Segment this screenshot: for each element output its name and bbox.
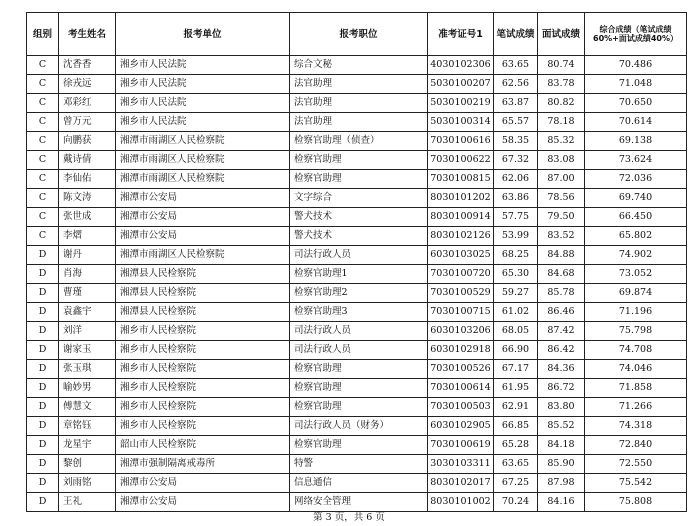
cell-group: D xyxy=(27,341,59,360)
table-row xyxy=(27,303,687,322)
score-table xyxy=(26,12,687,512)
cell-position: 检察官助理 xyxy=(290,398,428,417)
cell-position: 检察官助理 xyxy=(290,151,428,170)
cell-interview-score: 78.56 xyxy=(538,189,585,208)
cell-written-score: 57.75 xyxy=(494,208,538,227)
table-row xyxy=(27,474,687,493)
cell-position: 检察官助理3 xyxy=(290,303,428,322)
cell-interview-score: 83.08 xyxy=(538,151,585,170)
cell-total-score: 75.808 xyxy=(585,493,687,512)
cell-unit: 湘潭市公安局 xyxy=(116,189,290,208)
cell-name: 戴诗倩 xyxy=(59,151,116,170)
cell-unit: 湘乡市人民法院 xyxy=(116,56,290,75)
cell-position: 司法行政人员 xyxy=(290,322,428,341)
cell-ticket: 8030100914 xyxy=(428,208,494,227)
table-row xyxy=(27,398,687,417)
cell-unit: 湘潭市公安局 xyxy=(116,227,290,246)
cell-group: D xyxy=(27,436,59,455)
cell-name: 沈香香 xyxy=(59,56,116,75)
cell-interview-score: 83.78 xyxy=(538,75,585,94)
cell-ticket: 7030100720 xyxy=(428,265,494,284)
cell-total-score: 66.450 xyxy=(585,208,687,227)
cell-total-score: 71.196 xyxy=(585,303,687,322)
table-row xyxy=(27,341,687,360)
table-row xyxy=(27,417,687,436)
cell-name: 徐戎远 xyxy=(59,75,116,94)
cell-total-score: 70.614 xyxy=(585,113,687,132)
cell-total-score: 65.802 xyxy=(585,227,687,246)
table-row xyxy=(27,151,687,170)
cell-total-score: 69.874 xyxy=(585,284,687,303)
cell-group: D xyxy=(27,474,59,493)
cell-ticket: 7030100815 xyxy=(428,170,494,189)
cell-position: 司法行政人员 xyxy=(290,341,428,360)
cell-ticket: 6030102918 xyxy=(428,341,494,360)
cell-ticket: 8030101202 xyxy=(428,189,494,208)
cell-written-score: 63.87 xyxy=(494,94,538,113)
cell-unit: 湘潭市公安局 xyxy=(116,474,290,493)
cell-written-score: 67.32 xyxy=(494,151,538,170)
cell-written-score: 59.27 xyxy=(494,284,538,303)
cell-interview-score: 80.82 xyxy=(538,94,585,113)
header-name: 考生姓名 xyxy=(59,13,116,56)
cell-position: 法官助理 xyxy=(290,113,428,132)
cell-ticket: 7030100619 xyxy=(428,436,494,455)
table-row xyxy=(27,360,687,379)
cell-ticket: 8030102126 xyxy=(428,227,494,246)
cell-interview-score: 85.32 xyxy=(538,132,585,151)
cell-total-score: 73.624 xyxy=(585,151,687,170)
cell-total-score: 74.318 xyxy=(585,417,687,436)
cell-written-score: 65.30 xyxy=(494,265,538,284)
cell-name: 张世成 xyxy=(59,208,116,227)
cell-position: 特警 xyxy=(290,455,428,474)
cell-total-score: 70.486 xyxy=(585,56,687,75)
cell-position: 文字综合 xyxy=(290,189,428,208)
cell-interview-score: 84.88 xyxy=(538,246,585,265)
table-row xyxy=(27,227,687,246)
cell-unit: 湘乡市人民检察院 xyxy=(116,322,290,341)
cell-interview-score: 80.74 xyxy=(538,56,585,75)
cell-position: 检察官助理 xyxy=(290,170,428,189)
table-row xyxy=(27,170,687,189)
cell-name: 刘雨铭 xyxy=(59,474,116,493)
cell-name: 邓彩红 xyxy=(59,94,116,113)
cell-unit: 湘乡市人民法院 xyxy=(116,75,290,94)
cell-interview-score: 86.72 xyxy=(538,379,585,398)
cell-position: 法官助理 xyxy=(290,75,428,94)
cell-group: C xyxy=(27,75,59,94)
table-header-row xyxy=(27,13,687,56)
cell-name: 陈文涛 xyxy=(59,189,116,208)
cell-unit: 韶山市人民检察院 xyxy=(116,436,290,455)
cell-interview-score: 85.90 xyxy=(538,455,585,474)
cell-position: 警犬技术 xyxy=(290,227,428,246)
cell-ticket: 7030100622 xyxy=(428,151,494,170)
cell-written-score: 62.91 xyxy=(494,398,538,417)
cell-written-score: 61.02 xyxy=(494,303,538,322)
cell-group: D xyxy=(27,398,59,417)
cell-ticket: 7030100614 xyxy=(428,379,494,398)
cell-total-score: 71.266 xyxy=(585,398,687,417)
cell-total-score: 72.840 xyxy=(585,436,687,455)
table-row xyxy=(27,208,687,227)
header-group: 组别 xyxy=(27,13,59,56)
cell-group: C xyxy=(27,170,59,189)
cell-ticket: 6030102905 xyxy=(428,417,494,436)
cell-interview-score: 84.68 xyxy=(538,265,585,284)
cell-ticket: 7030100529 xyxy=(428,284,494,303)
cell-interview-score: 84.18 xyxy=(538,436,585,455)
cell-group: D xyxy=(27,360,59,379)
table-row xyxy=(27,322,687,341)
table-row xyxy=(27,246,687,265)
cell-interview-score: 83.80 xyxy=(538,398,585,417)
cell-written-score: 66.90 xyxy=(494,341,538,360)
cell-position: 综合文秘 xyxy=(290,56,428,75)
cell-ticket: 8030102017 xyxy=(428,474,494,493)
table-row xyxy=(27,284,687,303)
cell-total-score: 74.046 xyxy=(585,360,687,379)
cell-interview-score: 78.18 xyxy=(538,113,585,132)
cell-name: 谢家玉 xyxy=(59,341,116,360)
table-row xyxy=(27,436,687,455)
cell-written-score: 68.05 xyxy=(494,322,538,341)
cell-interview-score: 85.52 xyxy=(538,417,585,436)
cell-ticket: 5030100207 xyxy=(428,75,494,94)
cell-name: 王礼 xyxy=(59,493,116,512)
header-ticket: 准考证号1 xyxy=(428,13,494,56)
cell-unit: 湘乡市人民检察院 xyxy=(116,417,290,436)
cell-position: 检察官助理（侦查） xyxy=(290,132,428,151)
cell-ticket: 5030100219 xyxy=(428,94,494,113)
cell-total-score: 74.708 xyxy=(585,341,687,360)
cell-name: 刘洋 xyxy=(59,322,116,341)
cell-total-score: 73.052 xyxy=(585,265,687,284)
cell-written-score: 70.24 xyxy=(494,493,538,512)
cell-name: 向鹏获 xyxy=(59,132,116,151)
cell-name: 袁鑫宇 xyxy=(59,303,116,322)
cell-written-score: 68.25 xyxy=(494,246,538,265)
cell-interview-score: 87.00 xyxy=(538,170,585,189)
cell-interview-score: 87.98 xyxy=(538,474,585,493)
cell-written-score: 65.28 xyxy=(494,436,538,455)
cell-position: 检察官助理 xyxy=(290,436,428,455)
cell-unit: 湘乡市人民检察院 xyxy=(116,379,290,398)
cell-unit: 湘潭县人民检察院 xyxy=(116,303,290,322)
cell-interview-score: 83.52 xyxy=(538,227,585,246)
cell-unit: 湘潭市雨湖区人民检察院 xyxy=(116,132,290,151)
table-row xyxy=(27,265,687,284)
cell-position: 检察官助理1 xyxy=(290,265,428,284)
cell-group: D xyxy=(27,265,59,284)
header-position: 报考职位 xyxy=(290,13,428,56)
cell-group: C xyxy=(27,208,59,227)
table-row xyxy=(27,56,687,75)
cell-interview-score: 84.36 xyxy=(538,360,585,379)
cell-group: D xyxy=(27,379,59,398)
cell-position: 警犬技术 xyxy=(290,208,428,227)
cell-name: 喻妙男 xyxy=(59,379,116,398)
cell-unit: 湘潭市雨湖区人民检察院 xyxy=(116,151,290,170)
cell-unit: 湘乡市人民法院 xyxy=(116,94,290,113)
cell-unit: 湘潭县人民检察院 xyxy=(116,284,290,303)
cell-unit: 湘乡市人民检察院 xyxy=(116,360,290,379)
table-row xyxy=(27,94,687,113)
cell-group: C xyxy=(27,56,59,75)
cell-written-score: 66.85 xyxy=(494,417,538,436)
cell-total-score: 74.902 xyxy=(585,246,687,265)
page-footer: 第 3 页，共 6 页 xyxy=(313,512,385,523)
cell-position: 网络安全管理 xyxy=(290,493,428,512)
cell-name: 曹瑾 xyxy=(59,284,116,303)
cell-written-score: 53.99 xyxy=(494,227,538,246)
cell-name: 龙星宇 xyxy=(59,436,116,455)
cell-name: 谢丹 xyxy=(59,246,116,265)
cell-group: D xyxy=(27,322,59,341)
cell-group: C xyxy=(27,151,59,170)
table-row xyxy=(27,75,687,94)
cell-position: 信息通信 xyxy=(290,474,428,493)
cell-interview-score: 87.42 xyxy=(538,322,585,341)
cell-name: 李仙佑 xyxy=(59,170,116,189)
cell-unit: 湘潭市雨湖区人民检察院 xyxy=(116,170,290,189)
cell-group: D xyxy=(27,455,59,474)
cell-ticket: 5030100314 xyxy=(428,113,494,132)
cell-ticket: 7030100715 xyxy=(428,303,494,322)
cell-name: 曾万元 xyxy=(59,113,116,132)
cell-unit: 湘潭县人民检察院 xyxy=(116,265,290,284)
cell-group: C xyxy=(27,132,59,151)
cell-written-score: 63.65 xyxy=(494,56,538,75)
cell-name: 肖海 xyxy=(59,265,116,284)
cell-total-score: 75.798 xyxy=(585,322,687,341)
cell-position: 检察官助理 xyxy=(290,379,428,398)
cell-name: 李熠 xyxy=(59,227,116,246)
cell-total-score: 72.036 xyxy=(585,170,687,189)
cell-interview-score: 84.16 xyxy=(538,493,585,512)
cell-group: C xyxy=(27,94,59,113)
cell-total-score: 69.138 xyxy=(585,132,687,151)
cell-group: D xyxy=(27,303,59,322)
cell-group: C xyxy=(27,189,59,208)
cell-ticket: 7030100503 xyxy=(428,398,494,417)
cell-unit: 湘乡市人民检察院 xyxy=(116,341,290,360)
cell-interview-score: 86.42 xyxy=(538,341,585,360)
cell-written-score: 65.57 xyxy=(494,113,538,132)
header-interview-score: 面试成绩 xyxy=(538,13,585,56)
table-row xyxy=(27,132,687,151)
cell-total-score: 69.740 xyxy=(585,189,687,208)
cell-total-score: 70.650 xyxy=(585,94,687,113)
cell-total-score: 75.542 xyxy=(585,474,687,493)
table-row xyxy=(27,189,687,208)
cell-unit: 湘乡市人民法院 xyxy=(116,113,290,132)
cell-group: C xyxy=(27,227,59,246)
cell-unit: 湘潭市公安局 xyxy=(116,208,290,227)
cell-name: 黎创 xyxy=(59,455,116,474)
cell-position: 司法行政人员 xyxy=(290,246,428,265)
cell-unit: 湘乡市人民检察院 xyxy=(116,398,290,417)
cell-name: 张玉琪 xyxy=(59,360,116,379)
cell-position: 检察官助理 xyxy=(290,360,428,379)
cell-unit: 湘潭市强制隔离戒毒所 xyxy=(116,455,290,474)
score-table-container xyxy=(26,12,686,512)
cell-position: 司法行政人员（财务） xyxy=(290,417,428,436)
cell-written-score: 62.06 xyxy=(494,170,538,189)
cell-written-score: 62.56 xyxy=(494,75,538,94)
cell-ticket: 6030103025 xyxy=(428,246,494,265)
cell-ticket: 8030101002 xyxy=(428,493,494,512)
cell-interview-score: 79.50 xyxy=(538,208,585,227)
cell-group: D xyxy=(27,284,59,303)
cell-position: 检察官助理2 xyxy=(290,284,428,303)
table-row xyxy=(27,455,687,474)
cell-group: D xyxy=(27,493,59,512)
cell-written-score: 63.86 xyxy=(494,189,538,208)
cell-total-score: 72.550 xyxy=(585,455,687,474)
cell-total-score: 71.858 xyxy=(585,379,687,398)
header-total-score: 综合成绩（笔试成绩60%+面试成绩40%） xyxy=(585,13,687,56)
cell-total-score: 71.048 xyxy=(585,75,687,94)
cell-position: 法官助理 xyxy=(290,94,428,113)
cell-ticket: 7030100526 xyxy=(428,360,494,379)
cell-group: D xyxy=(27,246,59,265)
cell-group: D xyxy=(27,417,59,436)
cell-interview-score: 86.46 xyxy=(538,303,585,322)
cell-name: 章铭钰 xyxy=(59,417,116,436)
cell-ticket: 4030102306 xyxy=(428,56,494,75)
cell-unit: 湘潭市公安局 xyxy=(116,493,290,512)
cell-written-score: 58.35 xyxy=(494,132,538,151)
cell-name: 傅慧文 xyxy=(59,398,116,417)
cell-written-score: 67.17 xyxy=(494,360,538,379)
header-written-score: 笔试成绩 xyxy=(494,13,538,56)
header-unit: 报考单位 xyxy=(116,13,290,56)
cell-written-score: 67.25 xyxy=(494,474,538,493)
cell-written-score: 63.65 xyxy=(494,455,538,474)
cell-ticket: 6030103206 xyxy=(428,322,494,341)
table-row xyxy=(27,113,687,132)
table-row xyxy=(27,379,687,398)
cell-unit: 湘潭市雨湖区人民检察院 xyxy=(116,246,290,265)
cell-group: C xyxy=(27,113,59,132)
cell-written-score: 61.95 xyxy=(494,379,538,398)
cell-interview-score: 85.78 xyxy=(538,284,585,303)
cell-ticket: 7030100616 xyxy=(428,132,494,151)
cell-ticket: 3030103311 xyxy=(428,455,494,474)
